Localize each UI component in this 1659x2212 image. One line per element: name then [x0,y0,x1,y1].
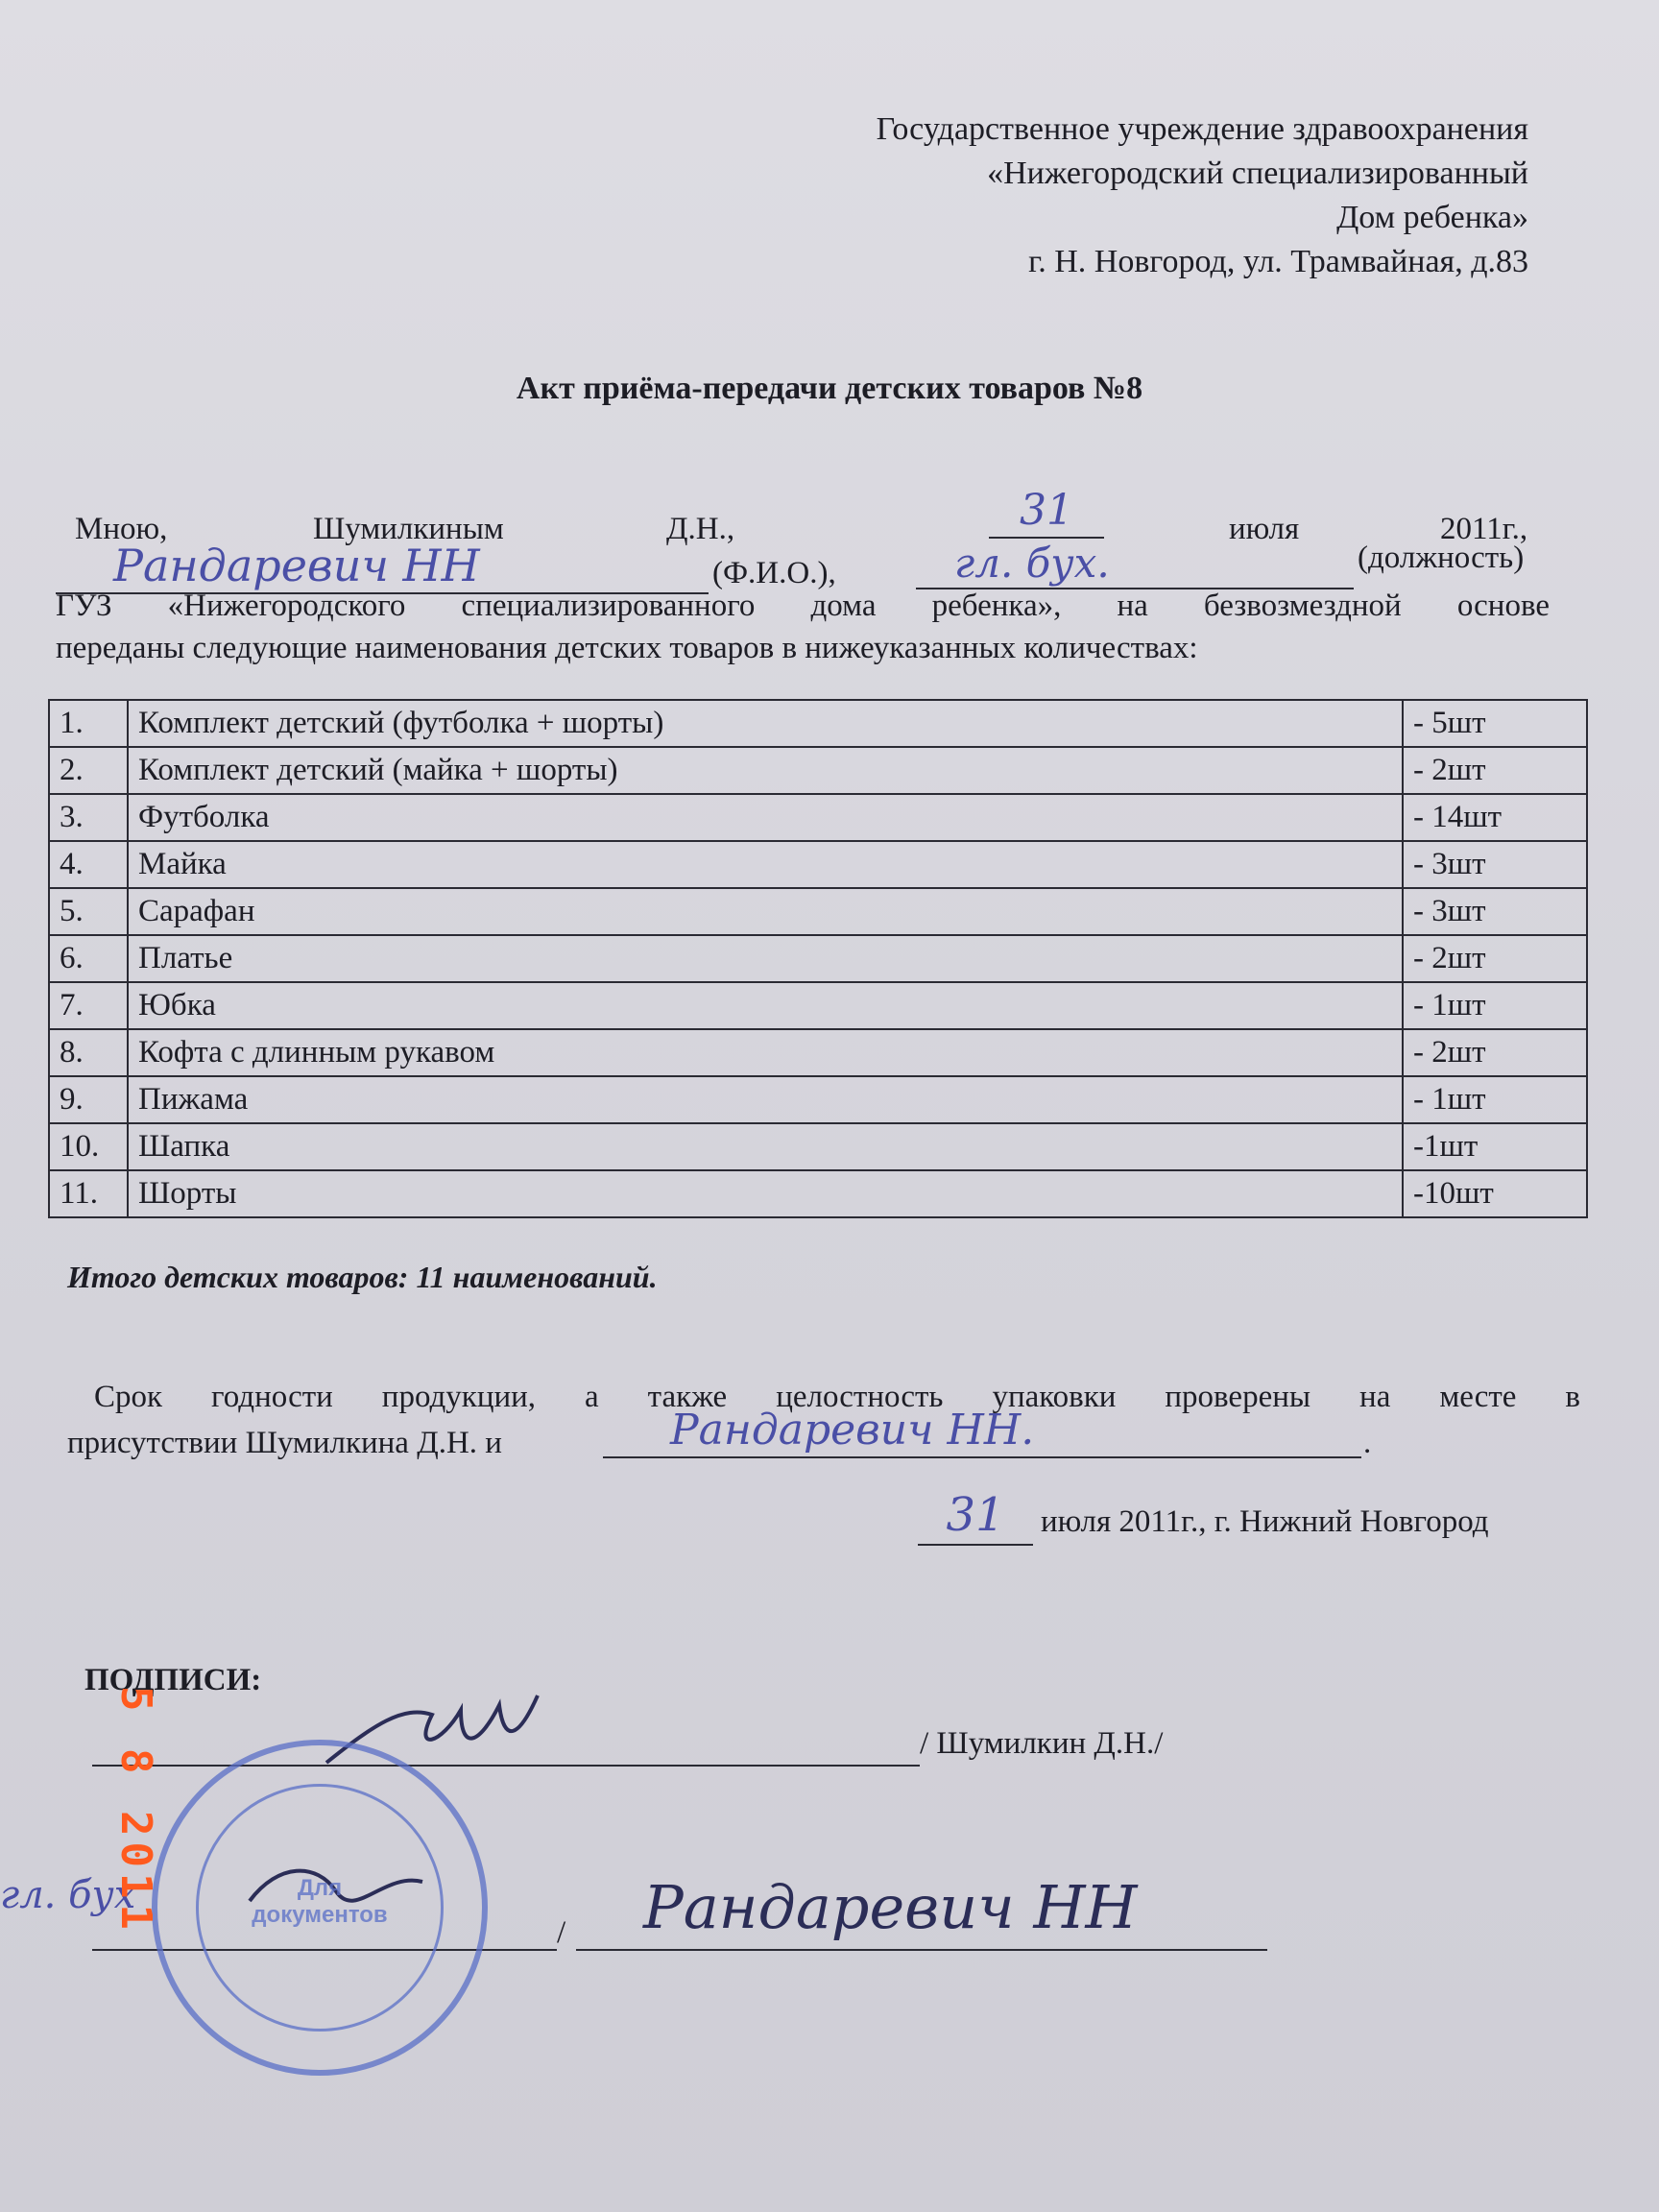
table-row [49,1029,1587,1076]
official-stamp [152,1740,488,2076]
check-line-2-suffix: . [1363,1426,1372,1460]
item-number: 11. [49,1170,128,1217]
table-row [49,888,1587,935]
item-name: Комплект детский (майка + шорты) [128,747,1403,794]
table-row [49,841,1587,888]
position-label: (должность) [1358,541,1525,575]
signatures-label: ПОДПИСИ: [84,1663,262,1697]
org-address: г. Н. Новгород, ул. Трамвайная, д.83 [1028,244,1528,279]
item-name: Юбка [128,982,1403,1029]
item-name: Комплект детский (футболка + шорты) [128,700,1403,747]
table-row [49,982,1587,1029]
item-name: Шорты [128,1170,1403,1217]
item-quantity: - 14шт [1403,794,1587,841]
item-quantity: - 2шт [1403,1029,1587,1076]
table-row [49,700,1587,747]
item-number: 1. [49,700,128,747]
item-name: Шапка [128,1123,1403,1170]
item-number: 8. [49,1029,128,1076]
signature-line-2b [576,1949,1267,1951]
intro-line-4: переданы следующие наименования детских товаров в нижеуказанных количествах: [56,631,1198,665]
document-title: Акт приёма-передачи детских товаров №8 [516,371,1143,406]
item-number: 10. [49,1123,128,1170]
check-line-2-prefix: присутствии Шумилкина Д.Н. и [67,1426,502,1460]
item-number: 5. [49,888,128,935]
signature-separator: / [557,1915,566,1950]
table-row [49,747,1587,794]
item-quantity: - 1шт [1403,982,1587,1029]
photo-date-imprint: 5 8 2011 [111,1686,160,1936]
items-table-body [49,700,1587,1217]
signature-name-1: / Шумилкин Д.Н./ [920,1726,1164,1761]
item-number: 7. [49,982,128,1029]
recipient-position-handwritten: гл. бух. [916,540,1354,589]
intro-day-handwritten: 31 [989,486,1104,539]
intro-word-3: Д.Н., [666,512,735,546]
item-quantity: - 1шт [1403,1076,1587,1123]
item-quantity: -10шт [1403,1170,1587,1217]
item-quantity: - 2шт [1403,935,1587,982]
check-date-day-handwritten: 31 [918,1488,1033,1546]
item-number: 3. [49,794,128,841]
intro-year: 2011г., [1440,512,1528,546]
item-name: Кофта с длинным рукавом [128,1029,1403,1076]
table-row [49,1170,1587,1217]
signature-2-position-handwritten: гл. бух [0,1873,136,1917]
stamp-text-2: документов [252,1902,388,1928]
check-date-rest: июля 2011г., г. Нижний Новгород [1041,1504,1489,1539]
item-quantity: - 5шт [1403,700,1587,747]
item-name: Футболка [128,794,1403,841]
table-row [49,1123,1587,1170]
item-quantity: - 2шт [1403,747,1587,794]
org-line-1: Государственное учреждение здравоохранения [876,111,1528,147]
org-line-2: «Нижегородский специализированный [987,156,1528,191]
org-line-3: Дом ребенка» [1336,200,1528,235]
item-name: Сарафан [128,888,1403,935]
signature-2-handwritten: Рандаревич НН [643,1872,1138,1942]
item-number: 6. [49,935,128,982]
intro-month: июля [1229,512,1300,546]
item-name: Майка [128,841,1403,888]
item-name: Пижама [128,1076,1403,1123]
intro-word-1: Мною, [75,512,168,546]
items-total: Итого детских товаров: 11 наименований. [67,1260,658,1294]
item-name: Платье [128,935,1403,982]
check-line-1: Срок годности продукции, а также целостность упаковки проверены на месте в [94,1380,1580,1414]
item-quantity: - 3шт [1403,841,1587,888]
item-quantity: -1шт [1403,1123,1587,1170]
table-row [49,794,1587,841]
item-quantity: - 3шт [1403,888,1587,935]
item-number: 9. [49,1076,128,1123]
stamp-text-1: Для [297,1875,343,1901]
table-row [49,1076,1587,1123]
fio-label: (Ф.И.О.), [712,556,836,590]
intro-line-3: ГУЗ «Нижегородского специализированного дома ребенка», на безвозмездной основе [56,589,1550,623]
table-row [49,935,1587,982]
intro-word-2: Шумилкиным [313,512,504,546]
item-number: 4. [49,841,128,888]
item-number: 2. [49,747,128,794]
organization-header [877,108,1528,284]
check-name-handwritten: Рандаревич НН. [603,1406,1361,1458]
items-table [48,699,1588,1218]
recipient-name-handwritten: Рандаревич НН [56,540,709,594]
